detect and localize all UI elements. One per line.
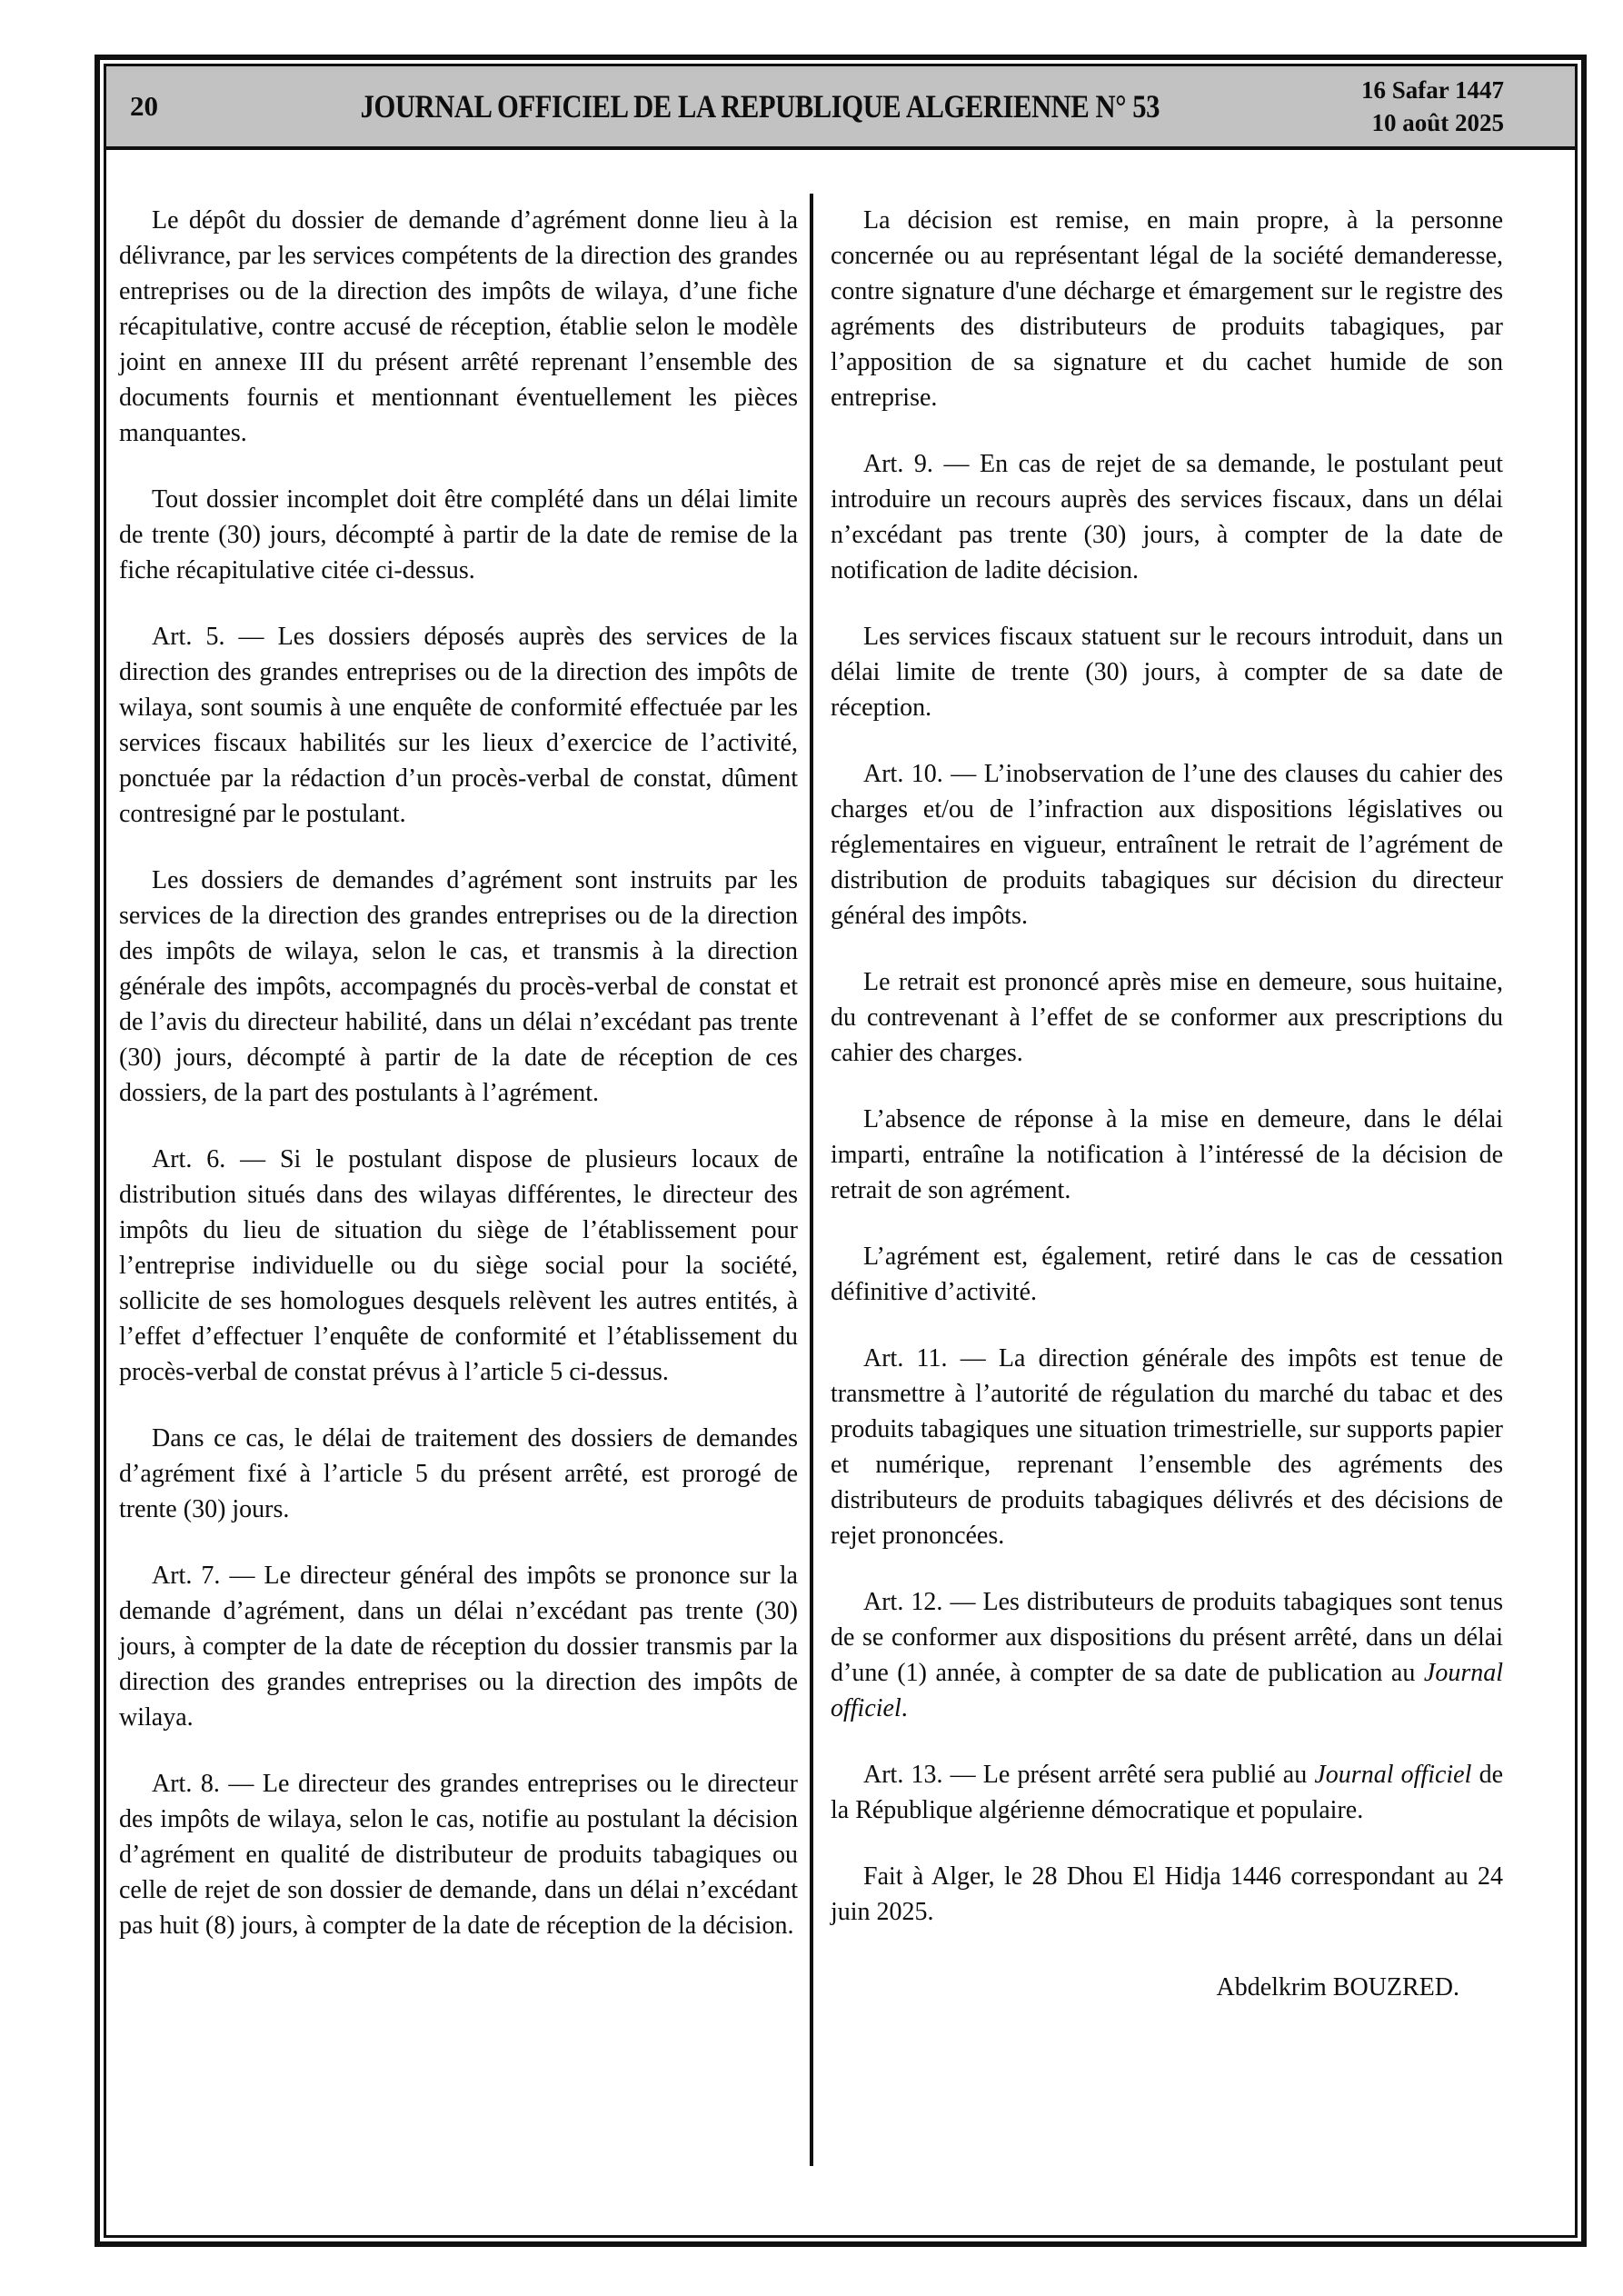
text-segment: Dans ce cas, le délai de traitement des dossiers de demandes d’agrément fixé à l’article 5 du présent arrêté, est prorogé de trente (30) jours.: [119, 1424, 798, 1523]
column-divider-rule: [810, 194, 813, 2166]
text-segment: de la République algérienne démocratique et populaire.: [831, 1761, 1503, 1824]
text-segment: Art. 9. — En cas de rejet de sa demande, le postulant peut introduire un recours auprès des services fiscaux, dans un délai n’excédant pas trente (30) jours, à compter de la date de notification de ladite décision.: [831, 450, 1503, 584]
paragraph: [831, 203, 1503, 415]
paragraph: [119, 619, 798, 832]
text-segment: Les services fiscaux statuent sur le recours introduit, dans un délai limite de trente (30) jours, à compter de sa date de réception.: [831, 623, 1503, 722]
text-segment: Art. 10. — L’inobservation de l’une des clauses du cahier des charges et/ou de l’infraction aux dispositions législatives ou réglementaires en vigueur, entraînent le retrait de l’agrément de distribution de produits tabagiques sur décision du directeur général des impôts.: [831, 760, 1503, 930]
paragraph: [119, 1766, 798, 1943]
paragraph: [831, 1859, 1503, 1930]
text-segment: Art. 7. — Le directeur général des impôts se prononce sur la demande d’agrément, dans un délai n’excédant pas trente (30) jours, à compter de la date de réception du dossier transmis par la direction des grandes entreprises ou la direction des impôts de wilaya.: [119, 1562, 798, 1732]
text-segment: Art. 13. — Le présent arrêté sera publié au: [863, 1761, 1315, 1789]
paragraph: [831, 756, 1503, 933]
paragraph: [831, 1341, 1503, 1553]
text-segment: Le retrait est prononcé après mise en demeure, sous huitaine, du contrevenant à l’effet de se conformer aux prescriptions du cahier des charges.: [831, 968, 1503, 1067]
paragraph: [831, 619, 1503, 725]
date-gregorian: 10 août 2025: [1371, 109, 1504, 136]
paragraph: [119, 863, 798, 1111]
text-segment: .: [901, 1694, 908, 1722]
signature: [831, 1970, 1503, 2005]
paragraph: [831, 964, 1503, 1071]
date-hijri: 16 Safar 1447: [1360, 76, 1504, 104]
page-frame: [95, 55, 1587, 2247]
text-segment: Art. 5. — Les dossiers déposés auprès des services de la direction des grandes entreprises ou de la direction des impôts de wilaya, sont soumis à une enquête de conformité effectuée par les services fiscaux habilités sur les lieux d’exercice de l’activité, ponctuée par la rédaction d’un procès-verbal de constat, dûment contresigné par le postulant.: [119, 623, 798, 828]
text-segment: Abdelkrim BOUZRED.: [1216, 1973, 1459, 2002]
text-segment: Art. 11. — La direction générale des impôts est tenue de transmettre à l’autorité de régulation du marché du tabac et des produits tabagiques une situation trimestrielle, sur supports papier et numérique, reprenant l’ensemble des agréments des distributeurs de produits tabagiques délivrés et des décisions de rejet prononcées.: [831, 1344, 1503, 1550]
text-segment: Les dossiers de demandes d’agrément sont instruits par les services de la direction des grandes entreprises ou de la direction des impôts de wilaya, selon le cas, et transmis à la direction générale des impôts, accompagnés du procès-verbal de constat et de l’avis du directeur habilité, dans un délai n’excédant pas trente (30) jours, décompté à partir de la date de réception de ces dossiers, de la part des postulants à l’agrément.: [119, 866, 798, 1107]
page-frame-inner-rule: [104, 64, 1578, 2238]
issue-dates: [1361, 74, 1575, 139]
paragraph: [831, 1102, 1503, 1208]
text-segment: Fait à Alger, le 28 Dhou El Hidja 1446 correspondant au 24 juin 2025.: [831, 1862, 1503, 1926]
page-number: 20: [130, 90, 158, 122]
journal-title-text: JOURNAL OFFICIEL DE LA REPUBLIQUE ALGERIENNE N° 53: [360, 88, 1160, 125]
text-segment: L’absence de réponse à la mise en demeure, dans le délai imparti, entraîne la notification à l’intéressé de la décision de retrait de son agrément.: [831, 1105, 1503, 1204]
text-segment: Art. 6. — Si le postulant dispose de plusieurs locaux de distribution situés dans des wilayas différentes, le directeur des impôts du lieu de situation du siège de l’établissement pour l’entreprise individuelle ou du siège social pour la société, sollicite de ses homologues desquels relèvent les autres entités, à l’effet d’effectuer l’enquête de conformité et l’établissement du procès-verbal de constat prévus à l’article 5 ci-dessus.: [119, 1145, 798, 1386]
paragraph: [119, 1558, 798, 1735]
paragraph: [831, 1584, 1503, 1726]
paragraph: [831, 1239, 1503, 1310]
paragraph: [831, 1757, 1503, 1828]
text-segment: Le dépôt du dossier de demande d’agrément donne lieu à la délivrance, par les services compétents de la direction des grandes entreprises ou de la direction des impôts de wilaya, d’une fiche récapitulative, contre accusé de réception, établie selon le modèle joint en annexe III du présent arrêté reprenant l’ensemble des documents fournis et mentionnant éventuellement les pièces manquantes.: [119, 206, 798, 447]
text-segment: La décision est remise, en main propre, à la personne concernée ou au représentant légal de la société demanderesse, contre signature d'une décharge et émargement sur le registre des agréments des distributeurs de produits tabagiques, par l’apposition de sa signature et du cachet humide de son entreprise.: [831, 206, 1503, 412]
text-segment: Tout dossier incomplet doit être complété dans un délai limite de trente (30) jours, décompté à partir de la date de remise de la fiche récapitulative citée ci-dessus.: [119, 485, 798, 584]
paragraph: [119, 203, 798, 451]
paragraph: [119, 482, 798, 588]
journal-title: [158, 87, 1361, 125]
italic-text: Journal officiel: [831, 1659, 1503, 1722]
paragraph: [831, 446, 1503, 588]
paragraph: [119, 1142, 798, 1390]
right-column: [831, 203, 1503, 2036]
text-segment: L’agrément est, également, retiré dans le cas de cessation définitive d’activité.: [831, 1243, 1503, 1306]
text-segment: Art. 8. — Le directeur des grandes entreprises ou le directeur des impôts de wilaya, selon le cas, notifie au postulant la décision d’agrément en qualité de distributeur de produits tabagiques ou celle de rejet de son dossier de demande, dans un délai n’excédant pas huit (8) jours, à compter de la date de réception de la décision.: [119, 1770, 798, 1940]
paragraph: [119, 1421, 798, 1527]
text-segment: Art. 12. — Les distributeurs de produits tabagiques sont tenus de se conformer aux dispositions du présent arrêté, dans un délai d’une (1) année, à compter de sa date de publication au: [831, 1588, 1503, 1687]
masthead: [106, 66, 1575, 150]
left-column: [119, 203, 798, 1974]
italic-text: Journal officiel: [1314, 1761, 1472, 1789]
